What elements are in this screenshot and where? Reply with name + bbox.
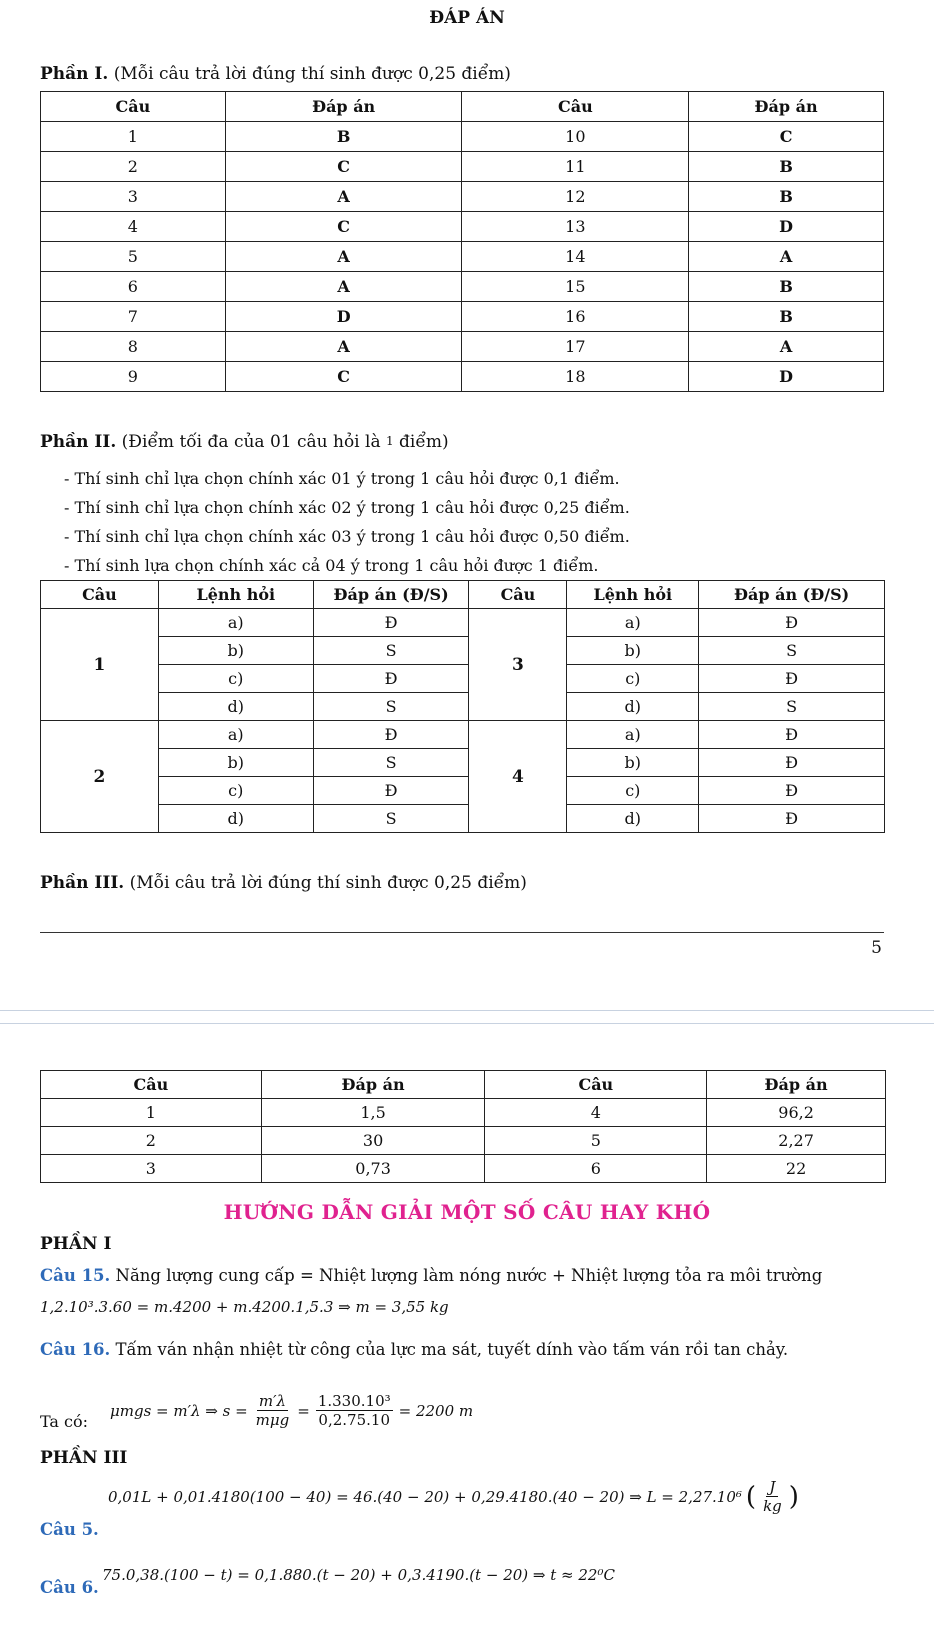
q16-math-a: μmgs = m′λ ⇒ s = <box>110 1401 248 1420</box>
header-cell: Đáp án <box>225 92 462 122</box>
table-row <box>41 302 884 332</box>
table-row <box>41 1155 886 1183</box>
q16-equation <box>110 1392 473 1429</box>
table-row <box>41 212 884 242</box>
question-number-cell: 11 <box>462 152 689 182</box>
question-number-cell: 18 <box>462 362 689 392</box>
question-number-cell: 1 <box>41 1099 262 1127</box>
answer-cell: A <box>225 332 462 362</box>
q5-unit-fraction <box>760 1478 785 1515</box>
part1-header-row <box>41 92 884 122</box>
table-row <box>41 777 885 805</box>
part3-note: (Mỗi câu trả lời đúng thí sinh được 0,25 điểm) <box>124 873 527 893</box>
answer-cell: S <box>699 693 885 721</box>
question-number-cell: 2 <box>41 152 226 182</box>
question-number-cell: 4 <box>41 212 226 242</box>
question-number-cell: 6 <box>485 1155 707 1183</box>
table-row <box>41 122 884 152</box>
part2-header-row <box>41 581 885 609</box>
answer-cell: Đ <box>699 665 885 693</box>
question-number-cell: 8 <box>41 332 226 362</box>
part1-heading <box>40 64 511 84</box>
answer-cell: S <box>313 805 469 833</box>
answer-cell: S <box>313 693 469 721</box>
table-row <box>41 749 885 777</box>
answer-cell: 30 <box>261 1127 485 1155</box>
q5-unit-denominator: kg <box>763 1497 782 1515</box>
header-cell: Câu <box>41 581 159 609</box>
part3-table <box>40 1070 886 1183</box>
table-row <box>41 182 884 212</box>
guide-section-1: PHẦN I <box>40 1234 112 1254</box>
answer-cell: S <box>313 749 469 777</box>
table-row <box>41 609 885 637</box>
q16-frac2-numerator: 1.330.10³ <box>317 1392 391 1410</box>
answer-cell: Đ <box>313 777 469 805</box>
answer-cell: B <box>689 302 884 332</box>
table-row <box>41 721 885 749</box>
statement-cell: d) <box>158 693 313 721</box>
question-number-cell: 3 <box>469 609 567 721</box>
rule-line: - Thí sinh lựa chọn chính xác cả 04 ý trong 1 câu hỏi được 1 điểm. <box>64 556 599 575</box>
answer-cell: A <box>689 332 884 362</box>
header-cell: Câu <box>469 581 567 609</box>
part1-label: Phần I. <box>40 64 109 84</box>
q16-line <box>40 1340 788 1359</box>
q5-equation <box>108 1478 799 1515</box>
q16-prefix: Ta có: <box>40 1412 89 1431</box>
question-number-cell: 3 <box>41 1155 262 1183</box>
answer-cell: B <box>689 152 884 182</box>
statement-cell: a) <box>158 609 313 637</box>
statement-cell: a) <box>567 609 699 637</box>
statement-cell: c) <box>567 665 699 693</box>
q5-paren-close: ) <box>788 1481 799 1512</box>
q5-paren-open: ( <box>745 1481 757 1512</box>
answer-cell: 0,73 <box>261 1155 485 1183</box>
header-cell: Lệnh hỏi <box>567 581 699 609</box>
q15-text: Năng lượng cung cấp = Nhiệt lượng làm nóng nước + Nhiệt lượng tỏa ra môi trường <box>110 1266 823 1285</box>
answer-cell: A <box>225 272 462 302</box>
answer-cell: A <box>225 242 462 272</box>
header-cell: Đáp án <box>689 92 884 122</box>
q16-fraction-1 <box>254 1392 292 1429</box>
part3-heading <box>40 873 527 893</box>
statement-cell: b) <box>158 749 313 777</box>
part1-note: (Mỗi câu trả lời đúng thí sinh được 0,25 điểm) <box>108 64 511 84</box>
page-number: 5 <box>871 938 882 958</box>
answer-cell: C <box>225 212 462 242</box>
table-row <box>41 1099 886 1127</box>
answer-cell: C <box>225 152 462 182</box>
table-row <box>41 637 885 665</box>
rule-line: - Thí sinh chỉ lựa chọn chính xác 03 ý trong 1 câu hỏi được 0,50 điểm. <box>64 527 630 546</box>
table-row <box>41 272 884 302</box>
page-footer-divider <box>40 932 884 933</box>
statement-cell: a) <box>158 721 313 749</box>
answer-cell: C <box>225 362 462 392</box>
statement-cell: d) <box>567 805 699 833</box>
header-cell: Câu <box>41 1071 262 1099</box>
answer-cell: D <box>689 212 884 242</box>
q16-fraction-2 <box>316 1392 393 1429</box>
question-number-cell: 1 <box>41 122 226 152</box>
q5-unit-numerator: J <box>766 1478 778 1497</box>
answer-cell: Đ <box>313 665 469 693</box>
answer-cell: Đ <box>699 777 885 805</box>
q15-label: Câu 15. <box>40 1266 111 1285</box>
statement-cell: b) <box>567 749 699 777</box>
answer-cell: A <box>225 182 462 212</box>
question-number-cell: 5 <box>485 1127 707 1155</box>
question-number-cell: 4 <box>469 721 567 833</box>
header-cell: Đáp án (Đ/S) <box>313 581 469 609</box>
rule-line: - Thí sinh chỉ lựa chọn chính xác 01 ý trong 1 câu hỏi được 0,1 điểm. <box>64 469 620 488</box>
answer-cell: 96,2 <box>707 1099 886 1127</box>
statement-cell: c) <box>158 665 313 693</box>
q5-label: Câu 5. <box>40 1520 99 1539</box>
header-cell: Đáp án (Đ/S) <box>699 581 885 609</box>
q16-result: = 2200 m <box>398 1401 474 1420</box>
page-title: ĐÁP ÁN <box>429 8 505 28</box>
q16-text: Tấm ván nhận nhiệt từ công của lực ma sát, tuyết dính vào tấm ván rồi tan chảy. <box>110 1340 789 1359</box>
answer-cell: 2,27 <box>707 1127 886 1155</box>
part2-heading <box>40 432 449 452</box>
table-row <box>41 665 885 693</box>
q16-frac1-denominator: mμg <box>255 1411 290 1429</box>
table-row <box>41 332 884 362</box>
question-number-cell: 9 <box>41 362 226 392</box>
part2-label: Phần II. <box>40 432 117 452</box>
answer-cell: S <box>313 637 469 665</box>
question-number-cell: 12 <box>462 182 689 212</box>
question-number-cell: 6 <box>41 272 226 302</box>
table-row <box>41 693 885 721</box>
header-cell: Câu <box>41 92 226 122</box>
header-cell: Đáp án <box>261 1071 485 1099</box>
question-number-cell: 17 <box>462 332 689 362</box>
answer-cell: Đ <box>699 721 885 749</box>
q16-frac2-denominator: 0,2.75.10 <box>318 1411 390 1429</box>
part2-note-num: 1 <box>386 434 394 448</box>
statement-cell: b) <box>567 637 699 665</box>
part2-table <box>40 580 885 833</box>
statement-cell: d) <box>567 693 699 721</box>
answer-cell: Đ <box>699 609 885 637</box>
header-cell: Câu <box>462 92 689 122</box>
statement-cell: b) <box>158 637 313 665</box>
q15-line <box>40 1266 822 1285</box>
table-row <box>41 1127 886 1155</box>
answer-cell: B <box>689 272 884 302</box>
q5-math: 0,01L + 0,01.4180(100 − 40) = 46.(40 − 20) + 0,29.4180.(40 − 20) ⇒ L = 2,27.10⁶ <box>108 1487 742 1506</box>
answer-cell: S <box>699 637 885 665</box>
answer-cell: A <box>689 242 884 272</box>
answer-cell: Đ <box>313 609 469 637</box>
statement-cell: a) <box>567 721 699 749</box>
statement-cell: c) <box>158 777 313 805</box>
question-number-cell: 13 <box>462 212 689 242</box>
question-number-cell: 15 <box>462 272 689 302</box>
answer-cell: D <box>225 302 462 332</box>
question-number-cell: 2 <box>41 721 159 833</box>
question-number-cell: 14 <box>462 242 689 272</box>
q16-equals: = <box>297 1401 310 1420</box>
guide-heading: HƯỚNG DẪN GIẢI MỘT SỐ CÂU HAY KHÓ <box>223 1200 711 1224</box>
header-cell: Câu <box>485 1071 707 1099</box>
answer-cell: Đ <box>313 721 469 749</box>
answer-cell: 22 <box>707 1155 886 1183</box>
answer-cell: Đ <box>699 749 885 777</box>
question-number-cell: 10 <box>462 122 689 152</box>
header-cell: Đáp án <box>707 1071 886 1099</box>
table-row <box>41 362 884 392</box>
answer-cell: B <box>689 182 884 212</box>
guide-section-3: PHẦN III <box>40 1448 128 1468</box>
question-number-cell: 16 <box>462 302 689 332</box>
question-number-cell: 7 <box>41 302 226 332</box>
q16-label: Câu 16. <box>40 1340 111 1359</box>
header-cell: Lệnh hỏi <box>158 581 313 609</box>
page-break <box>0 1010 934 1024</box>
answer-cell: D <box>689 362 884 392</box>
statement-cell: c) <box>567 777 699 805</box>
q15-equation: 1,2.10³.3.60 = m.4200 + m.4200.1,5.3 ⇒ m = 3,55 kg <box>40 1298 449 1316</box>
part2-rules <box>64 464 630 580</box>
answer-cell: 1,5 <box>261 1099 485 1127</box>
question-number-cell: 3 <box>41 182 226 212</box>
part1-table <box>40 91 884 392</box>
part3-header-row <box>41 1071 886 1099</box>
question-number-cell: 1 <box>41 609 159 721</box>
table-row <box>41 152 884 182</box>
part2-note-pre: (Điểm tối đa của 01 câu hỏi là <box>116 432 386 452</box>
answer-cell: B <box>225 122 462 152</box>
rule-line: - Thí sinh chỉ lựa chọn chính xác 02 ý trong 1 câu hỏi được 0,25 điểm. <box>64 498 630 517</box>
part2-note-post: điểm) <box>393 432 449 452</box>
answer-cell: C <box>689 122 884 152</box>
q16-frac1-numerator: m′λ <box>258 1392 287 1410</box>
table-row <box>41 242 884 272</box>
q6-label: Câu 6. <box>40 1578 99 1597</box>
answer-cell: Đ <box>699 805 885 833</box>
table-row <box>41 805 885 833</box>
question-number-cell: 4 <box>485 1099 707 1127</box>
q6-equation: 75.0,38.(100 − t) = 0,1.880.(t − 20) + 0,3.4190.(t − 20) ⇒ t ≈ 22⁰C <box>102 1566 615 1584</box>
statement-cell: d) <box>158 805 313 833</box>
part3-label: Phần III. <box>40 873 125 893</box>
question-number-cell: 5 <box>41 242 226 272</box>
question-number-cell: 2 <box>41 1127 262 1155</box>
